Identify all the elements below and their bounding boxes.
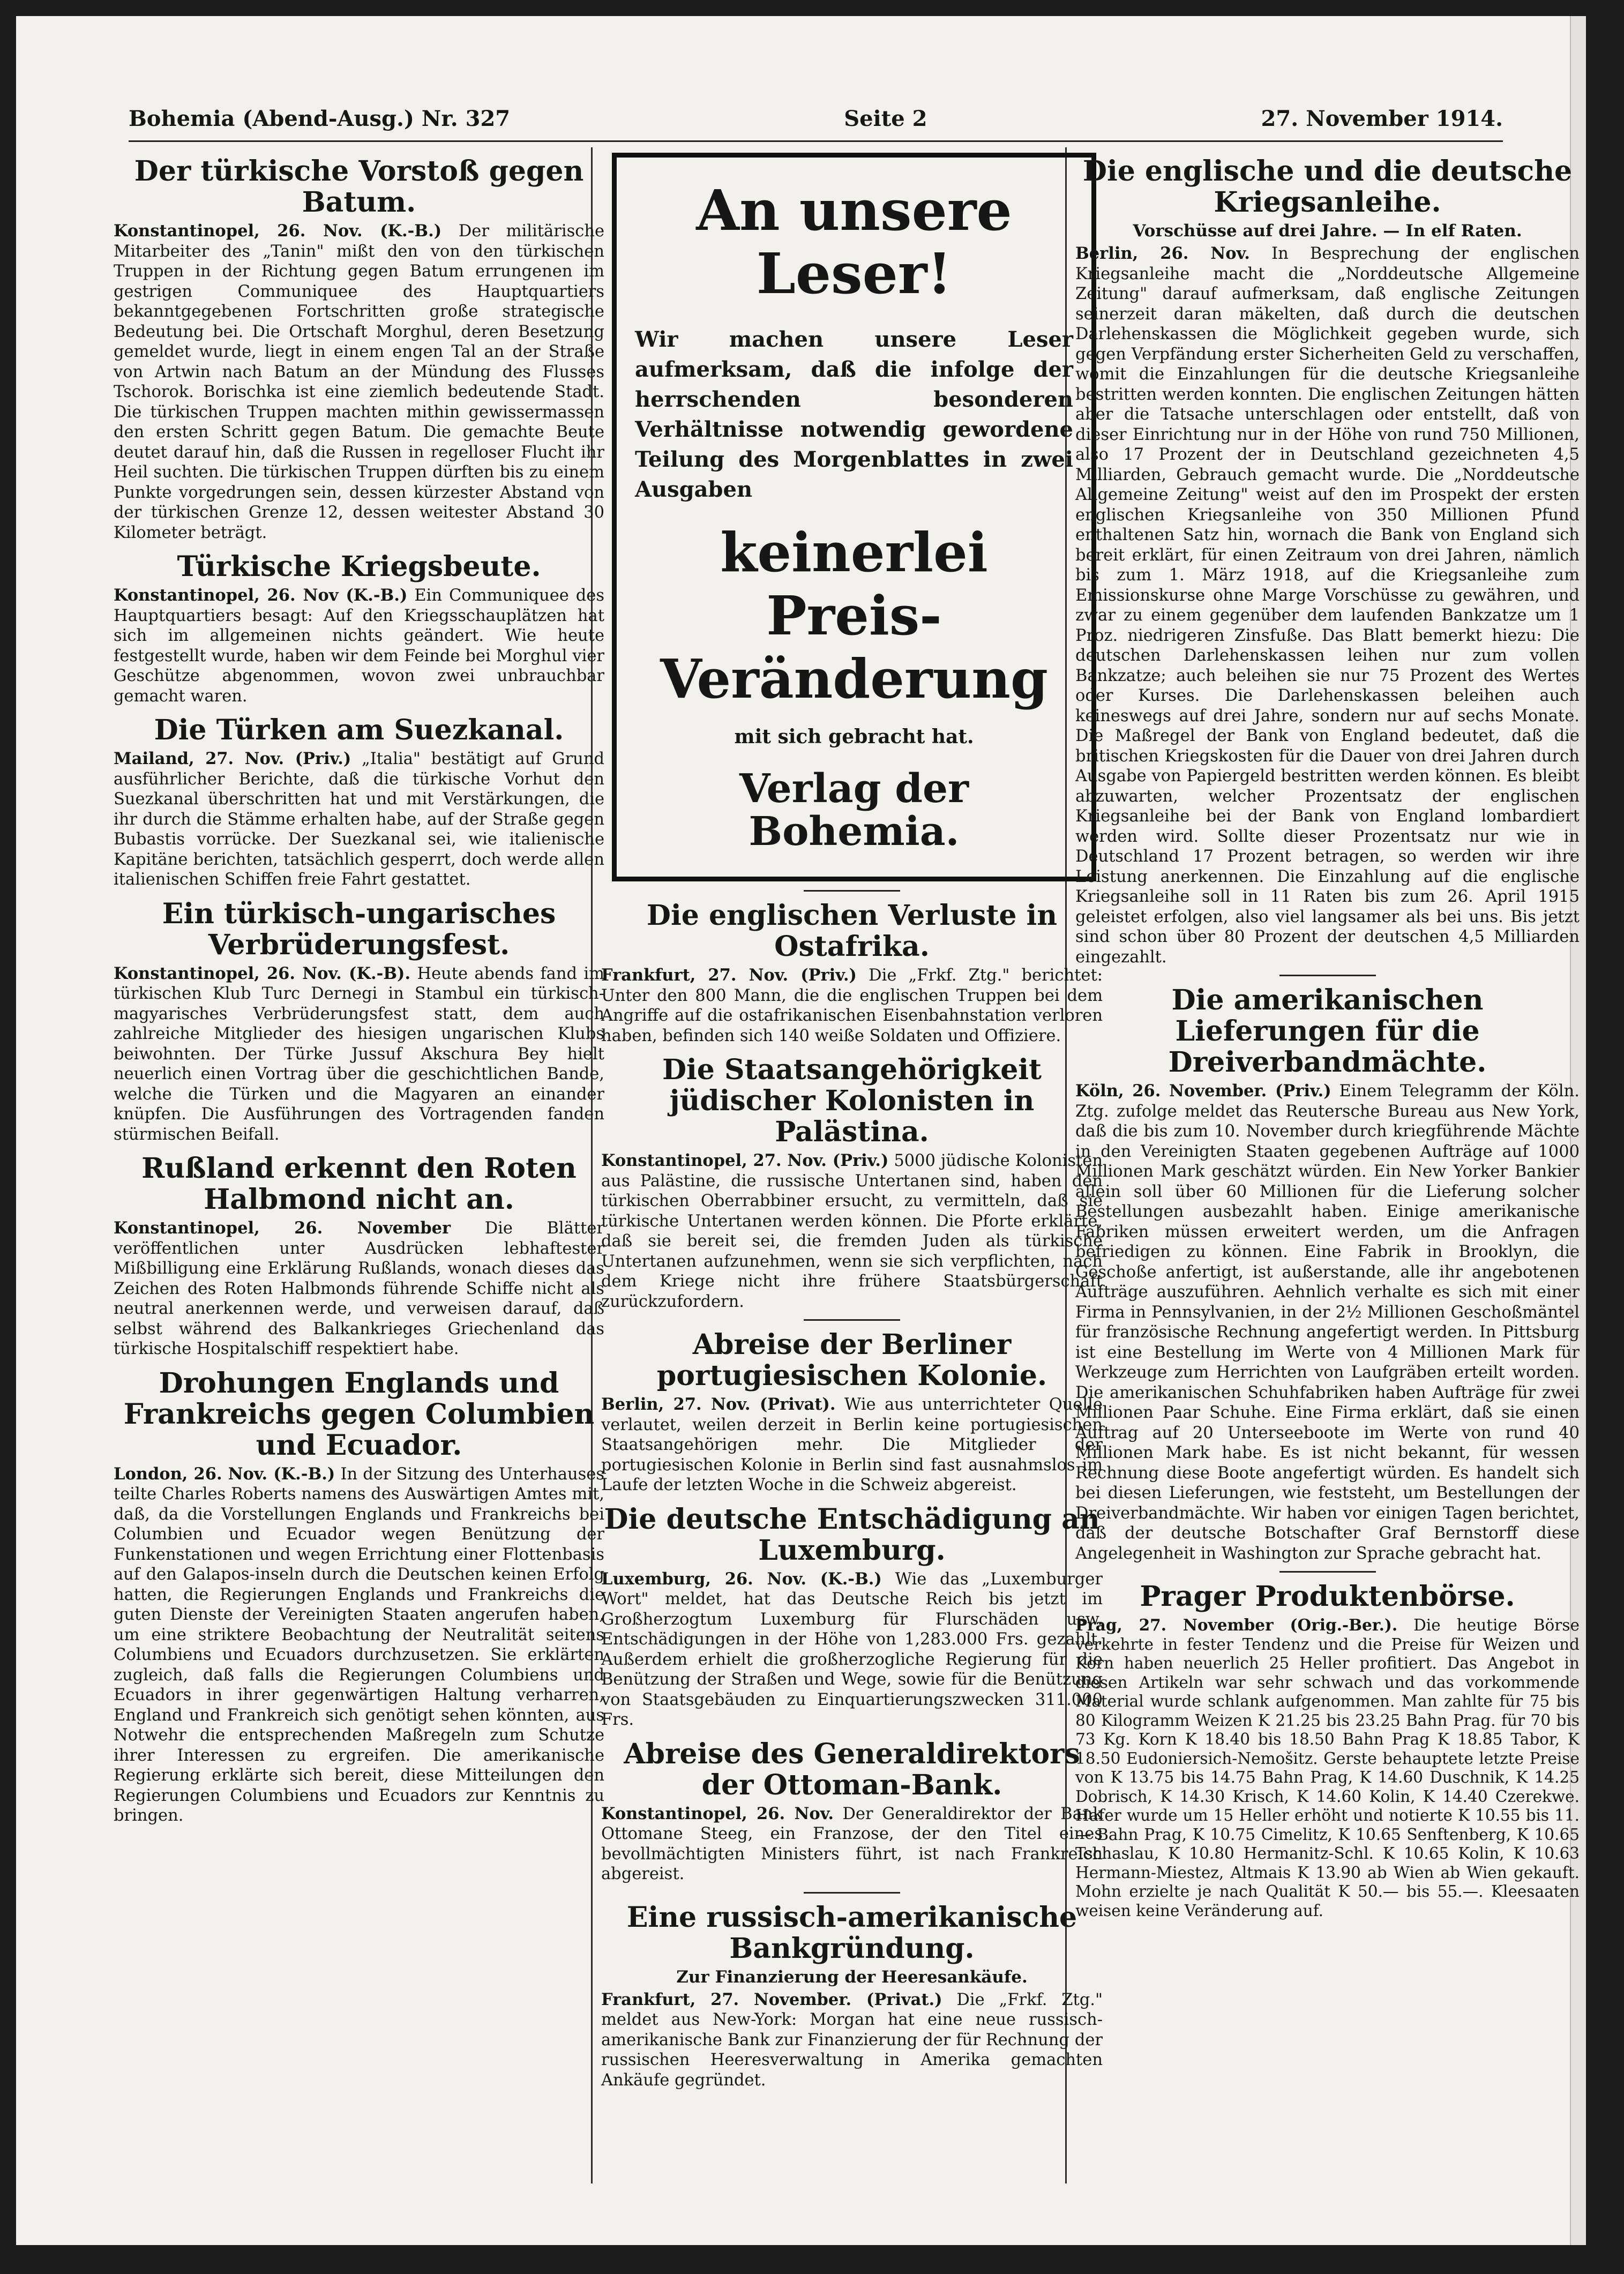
article-body (114, 221, 604, 543)
article-body (114, 586, 604, 706)
notice-text: Wir machen unsere Leser aufmerksam, daß die infolge der herrschenden besonderen Verhältnisse notwendig gewordene Teilung des Morgenblattes in zwei Ausgaben (635, 327, 1073, 502)
article-text: In der Sitzung des Unterhauses teilte Charles Roberts namens des Auswärtigen Amtes mit, daß, da die Vorstellungen Englands und Frankreichs bei Columbien und Ecuador wegen Benützung der Funkenstationen und wegen Errichtung einer Flottenbasis auf den Galapos-inseln durch die Deutschen keinen Erfolg hatten, die Regierungen Englands und Frankreichs die guten Dienste der Vereinigten Staaten angerufen haben, um eine striktere Beobachtung der Neutralität seitens Columbiens und Ecuadors durchzusetzen. Sie erklärten zugleich, daß falls die Regierungen Columbiens und Ecuadors in ihrer gegenwärtigen Haltung verharren, England und Frankreich sich genötigt sehen könnten, aus Notwehr die entsprechenden Maßregeln zum Schutze ihrer Interessen zu ergreifen. Die amerikanische Regierung erklärte sich bereit, diese Mitteilungen den Regierungen Columbiens und Ecuadors zur Kenntnis zu bringen. (114, 1464, 605, 1825)
masthead-right: 27. November 1914. (1261, 106, 1503, 131)
article-dateline: Konstantinopel, 26. Nov (K.-B.) (114, 586, 408, 605)
masthead-center: Seite 2 (844, 106, 927, 131)
article-text: Ein Communiquee des Hauptquartiers besagt: Auf den Kriegsschauplätzen hat sich im allgemeinen nichts geändert. Wie heute festgestellt wurde, haben wir dem Feinde bei Morghul vier Geschütze abgenommen, wovon zwei unbrauchbar gemacht waren. (114, 586, 604, 706)
column-1 (113, 147, 605, 2183)
article-text: Einem Telegramm der Köln. Ztg. zufolge meldet das Reutersche Bureau aus New York, daß die bis zum 10. November durch kriegführende Mächte in den Vereinigten Staaten gegebenen Aufträge auf 1000 Millionen Mark geschätzt würden. Ein New Yorker Bankier allein soll über 60 Millionen für die Lieferung solcher Bestellungen ausbezahlt haben. Einige amerikanische Fabriken müssen erweitert werden, um die Anfragen befriedigen zu können. Eine Fabrik in Brooklyn, die Geschoße anfertigt, ist außerstande, alle ihr angebotenen Aufträge auszuführen. Aehnlich verhalte es sich mit einer Firma in Pennsylvanien, in der 2½ Millionen Geschoßmäntel für französische Rechnung angefertigt werden. In Pittsburg ist eine Bestellung im Werte von 4 Millionen Mark für Werkzeuge zum Herrichten von Laufgräben erteilt worden. Die amerikanischen Schuhfabriken haben Aufträge für zwei Millionen Paar Schuhe. Eine Firma erklärt, daß sie einen Auftrag auf 20 Unterseeboote im Werte von rund 40 Millionen Mark habe. Es ist nicht bekannt, für wessen Rechnung diese Boote angefertigt würden. Es handelt sich bei diesen Lieferungen, wie feststeht, um Bestellungen der Dreiverbandmächte. Wir haben vor einigen Tagen berichtet, daß der deutsche Botschafter Graf Bernstorff diese Angelegenheit in Washington zur Sprache gebracht hat. (1075, 1082, 1580, 1563)
section-rule (804, 890, 900, 892)
article-dateline: Köln, 26. November. (Priv.) (1075, 1081, 1331, 1101)
article-body (114, 964, 604, 1145)
article-text: „Italia" bestätigt auf Grund ausführlicher Berichte, daß die türkische Vorhut den Suezkanal überschritten hat und mit Verstärkungen, die ihr durch die Stämme erhalten habe, auf der Straße gegen Bubastis vorrücke. Der Suezkanal sei, wie italienische Kapitäne berichten, tatsächlich gesperrt, doch werde allen italienischen Schiffen freie Fahrt gestattet. (114, 750, 604, 889)
article-headline: Die Staatsangehörigkeit jüdischer Kolonisten in Palästina. (662, 1053, 1042, 1148)
article-text: 5000 jüdische Kolonisten aus Palästine, die russische Untertanen sind, haben den türkischen Oberrabbiner ersucht, zu vermitteln, daß sie türkische Untertanen werden können. Die Pforte erklärte, daß sie bereit sei, die fremden Juden als türkische Untertanen aufzunehmen, wenn sie sich verpflichten, nach dem Kriege nicht ihre frühere Staatsbürgerschaft zurückzufordern. (601, 1151, 1103, 1311)
article-body (1075, 1615, 1580, 1920)
article-body (601, 1990, 1103, 2091)
article-headline: Drohungen Englands und Frankreichs gegen Columbien und Ecuador. (123, 1366, 595, 1462)
article-dateline: Konstantinopel, 26. November (114, 1218, 451, 1238)
article-body (601, 1569, 1103, 1730)
article-headline: Die deutsche Entschädigung an Luxemburg. (604, 1502, 1100, 1567)
article-dateline: Konstantinopel, 26. Nov. (K.-B.) (114, 221, 442, 241)
notice-signature: Verlag der Bohemia. (739, 766, 969, 855)
article-dateline: Mailand, 27. Nov. (Priv.) (114, 749, 351, 768)
article-headline: Die englischen Verluste in Ostafrika. (646, 899, 1058, 963)
article-headline: Die englische und die deutsche Kriegsanleihe. (1082, 155, 1573, 219)
article-headline: Die Türken am Suezkanal. (154, 714, 564, 746)
article-text: Die „Frkf. Ztg." meldet aus New-York: Morgan hat eine neue russisch-amerikanische Bank zur Finanzierung der für Rechnung der russischen Heeresverwaltung in Amerika gemachten Ankäufe gegründet. (601, 1990, 1103, 2090)
article-body (601, 1395, 1103, 1495)
notice-big-text: keinerlei Preis-Veränderung (660, 521, 1048, 710)
section-rule (1279, 1571, 1376, 1573)
article-body (114, 1464, 604, 1826)
notice-small-text: mit sich gebracht hat. (734, 725, 974, 748)
article-headline: Abreise des Generaldirektors der Ottoman-Bank. (624, 1737, 1080, 1801)
reader-notice-box (612, 153, 1096, 881)
article-headline: Prager Produktenbörse. (1140, 1580, 1515, 1613)
article-headline: Ein türkisch-ungarisches Verbrüderungsfest. (162, 897, 556, 961)
article-headline: Eine russisch-amerikanische Bankgründung. (626, 1901, 1077, 1965)
masthead-left: Bohemia (Abend-Ausg.) Nr. 327 (129, 106, 511, 131)
article-text: Die Blätter veröffentlichen unter Ausdrücken lebhaftester Mißbilligung eine Erklärung Rußlands, wonach dieses das Zeichen des Roten Halbmonds führende Schiffe nicht als neutral anerkennen werde, und verweisen darauf, daß selbst während des Balkankrieges Griechenland das türkische Hospitalschiff respektiert habe. (114, 1219, 604, 1358)
article-headline: Abreise der Berliner portugiesischen Kolonie. (656, 1328, 1047, 1392)
article-subhead: Zur Finanzierung der Heeresankäufe. (676, 1967, 1028, 1987)
article-dateline: Berlin, 26. Nov. (1075, 244, 1250, 263)
article-text: Heute abends fand im türkischen Klub Turc Dernegi in Stambul ein türkisch-magyarisches Verbrüderungsfest statt, dem auch zahlreiche Mitglieder des hiesigen ungarischen Klubs beiwohnten. Der Türke Jussuf Akschura Bey hielt neuerlich einen Vortrag über die geschichtlichen Bande, welche die Türken und die Magyaren an einander knüpfen. Die Ausführungen des Vortragenden fanden stürmischen Beifall. (114, 964, 605, 1144)
article-body (601, 1804, 1103, 1884)
article-text: Die „Frkf. Ztg." berichtet: Unter den 800 Mann, die die englischen Truppen bei dem Angriffe auf die ostafrikanischen Eisenbahnstation verloren haben, befinden sich 140 weiße Soldaten und Offiziere. (601, 966, 1103, 1045)
article-body (114, 749, 604, 890)
article-body (1075, 244, 1580, 967)
article-body (601, 966, 1103, 1046)
article-text: Die heutige Börse verkehrte in fester Tendenz und die Preise für Weizen und Korn haben neuerlich 25 Heller profitiert. Das Angebot in diesen Artikeln war sehr schwach und das vorkommende Material wurde schlank aufgenommen. Man zahlte für 75 bis 80 Kilogramm Weizen K 21.25 bis 23.25 Bahn Prag. für 70 bis 73 Kg. Korn K 18.40 bis 18.50 Bahn Prag K 18.85 Tabor, K 18.50 Eudoniersich-Nemošitz. Gerste behauptete letzte Preise von K 13.75 bis 14.75 Bahn Prag, K 14.60 Duschnik, K 14.25 Dobrisch, K 14.30 Krisch, K 14.60 Kolin, K 14.40 Czerekwe. Hafer wurde um 15 Heller erhöht und notierte K 10.55 bis 11.— Bahn Prag, K 10.75 Cimelitz, K 10.65 Senftenberg, K 10.65 Tschaslau, K 10.80 Hermanitz-Schl. K 10.65 Kolin, K 10.63 Hermann-Miestez, Altmais K 13.90 ab Wien ab Wien gekauft. Mohn erzielte je nach Qualität K 50.— bis 55.—. Kleesaaten weisen keine Veränderung auf. (1075, 1616, 1580, 1920)
article-text: Der Generaldirektor der Bank Ottomane Steeg, ein Franzose, der den Titel eines bevollmächtigten Ministers führt, ist nach Frankreich abgereist. (601, 1804, 1103, 1883)
column-2 (600, 147, 1104, 2183)
section-rule (804, 1892, 900, 1894)
article-headline: Türkische Kriegsbeute. (177, 550, 541, 583)
article-body (114, 1218, 604, 1359)
article-headline: Der türkische Vorstoß gegen Batum. (134, 155, 584, 219)
article-dateline: Konstantinopel, 26. Nov. (601, 1804, 834, 1823)
article-text: In Besprechung der englischen Kriegsanleihe macht die „Norddeutsche Allgemeine Zeitung" darauf aufmerksam, daß englische Zeitungen seinerzeit daran mäkelten, daß durch die deutschen Darlehenskassen die Möglichkeit gegeben wurde, sich gegen Verpfändung erster Sicherheiten Geld zu verschaffen, womit die Einzahlungen für die deutsche Kriegsanleihe bestritten werden konnten. Die englischen Zeitungen hätten aber die Tatsache unterschlagen oder entstellt, daß von dieser Einrichtung nur in der Höhe von rund 750 Millionen, also 17 Prozent der in Deutschland gezeichneten 4,5 Milliarden, Gebrauch gemacht wurde. Die „Norddeutsche Allgemeine Zeitung" weist auf den im Prospekt der ersten englischen Kriegsanleihe von 350 Millionen Pfund enthaltenen Satz hin, wornach die Bank von England sich bereit erklärt, für einen Zeitraum von drei Jahren, nämlich bis zum 1. März 1918, auf die Kriegsanleihe zum Emissionskurse ohne Marge Vorschüsse zu gewähren, und zwar zu einem gegenüber dem laufenden Bankzatze um 1 Proz. niedrigeren Zinsfuße. Das Blatt bemerkt hiezu: Die deutschen Darlehenskassen leihen nur zum vollen Bankzatze; auch beleihen sie nur 75 Prozent des Wertes oder Kurses. Die Darlehenskassen beleihen auch keineswegs auf drei Jahre, sondern nur auf sechs Monate. Die Maßregel der Bank von England bedeutet, daß die britischen Kriegskosten für die Dauer von drei Jahren durch Ausgabe von Papiergeld bestritten werden können. Es bleibt abzuwarten, welcher Prozentsatz der englischen Kriegsanleihe bei der Bank von England lombardiert werden wird. Sollte dieser Prozentsatz nur wie in Deutschland 17 Prozent betragen, so werden wir ihre Leistung anerkennen. Die Einzahlung auf die englische Kriegsanleihe soll in 11 Raten bis zum 26. April 1915 geleistet erfolgen, also viel langsamer als bei uns. Bis jetzt sind schon über 80 Prozent der deutschen 4,5 Milliarden eingezahlt. (1075, 244, 1580, 967)
article-dateline: London, 26. Nov. (K.-B.) (114, 1464, 335, 1484)
article-body (1075, 1081, 1580, 1564)
notice-title: An unsere Leser! (696, 177, 1012, 306)
article-dateline: Konstantinopel, 27. Nov. (Priv.) (601, 1151, 889, 1170)
article-text: Wie das „Luxemburger Wort" meldet, hat das Deutsche Reich bis jetzt im Großherzogtum Luxemburg für Flurschäden usw. Entschädigungen in der Höhe von 1,283.000 Frs. gezahlt. Außerdem erhielt die großherzogliche Regierung für die Benützung der Straßen und Wege, sowie für die Benützung von Staatsgebäuden zu Einquartierungszwecken 311.000 Frs. (601, 1569, 1103, 1729)
section-rule (804, 1319, 900, 1321)
article-dateline: Konstantinopel, 26. Nov. (K.-B). (114, 963, 411, 983)
column-3 (1074, 147, 1581, 2183)
article-dateline: Berlin, 27. Nov. (Privat). (601, 1395, 836, 1414)
article-headline: Die amerikanischen Lieferungen für die Dreiverbandmächte. (1168, 984, 1487, 1079)
newspaper-page (16, 16, 1586, 2245)
article-dateline: Frankfurt, 27. Nov. (Priv.) (601, 966, 857, 985)
article-body (601, 1151, 1103, 1312)
article-dateline: Frankfurt, 27. November. (Privat.) (601, 1989, 942, 2009)
article-text: Wie aus unterrichteter Quelle verlautet, weilen derzeit in Berlin keine portugiesischen Staatsangehörigen mehr. Die Mitglieder der portugiesischen Kolonie in Berlin sind fast ausnahmslos im Laufe der letzten Woche in die Schweiz abgereist. (601, 1395, 1103, 1494)
section-rule (1279, 975, 1376, 976)
article-dateline: Luxemburg, 26. Nov. (K.-B.) (601, 1569, 882, 1589)
article-text: Der militärische Mitarbeiter des „Tanin" mißt den von den türkischen Truppen in der Richtung gegen Batum errungenen im gestrigen Communiquee des Hauptquartiers bekanntgegebenen Fortschritten große strategische Bedeutung bei. Die Ortschaft Morghul, deren Besetzung gemeldet wurde, liegt in einem engen Tal an der Straße von Artwin nach Batum an der Mündung des Flusses Tschorok. Borischka ist eine ziemlich bedeutende Stadt. Die türkischen Truppen machten mithin gewissermassen den ersten Schritt gegen Batum. Die gemachte Beute deutet darauf hin, daß die Russen in regelloser Flucht ihr Heil suchten. Die türkischen Truppen dürften bis zu einem Punkte vorgedrungen sein, dessen kürzester Abstand von der türkischen Grenze 12, dessen weitester Abstand 30 Kilometer beträgt. (114, 222, 605, 542)
article-subhead: Vorschüsse auf drei Jahre. — In elf Raten. (1133, 221, 1522, 241)
masthead (129, 96, 1503, 142)
article-headline: Rußland erkennt den Roten Halbmond nicht an. (141, 1152, 577, 1216)
article-dateline: Prag, 27. November (Orig.-Ber.). (1075, 1615, 1398, 1634)
